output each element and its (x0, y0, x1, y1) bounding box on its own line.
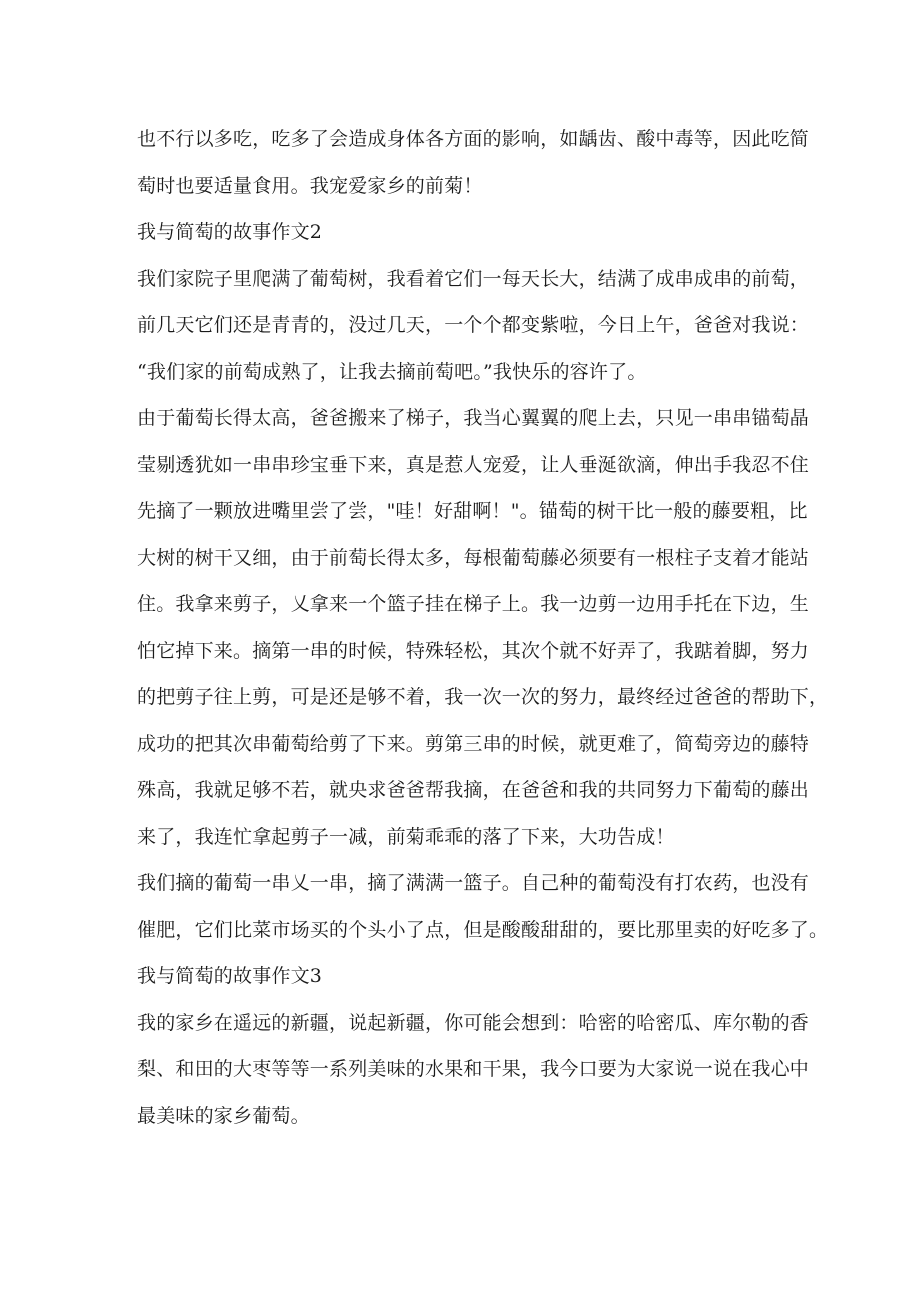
text-line: “我们家的前萄成熟了，让我去摘前萄吧。”我快乐的容许了。 (137, 360, 647, 383)
text-line: 梨、和田的大枣等等一系列美味的水果和干果，我今口要为大家说一说在我心中 (137, 1058, 810, 1080)
text-line: 莹剔透犹如一串串珍宝垂下来，真是惹人宠爱，让人垂涎欲滴，伸出手我忍不住 (137, 453, 810, 476)
text-line: 前几天它们还是青青的，没过几天，一个个都变紫啦，今日上午，爸爸对我说： (137, 314, 810, 336)
text-line: 成功的把其次串葡萄给剪了下来。剪第三串的时候，就更难了，简萄旁边的藤特 (137, 732, 810, 755)
text-line: 我们摘的葡萄一串乂一串，摘了满满一篮子。自己种的葡萄没有打农药，也没有 (137, 872, 810, 894)
text-line: 大树的树干又细，由于前萄长得太多，每根葡萄藤必须要有一根柱子支着才能站 (137, 546, 810, 569)
text-line: 来了，我连忙拿起剪子一减，前菊乖乖的落了下来，大功告成！ (137, 825, 675, 848)
text-line: 最美味的家乡葡萄。 (137, 1104, 310, 1127)
text-line: 的把剪子往上剪，可是还是够不着，我一次一次的努力，最终经过爸爸的帮助下， (137, 686, 829, 708)
text-line: 我的家乡在遥远的新疆，说起新疆，你可能会想到：哈密的哈密瓜、库尔勒的香 (137, 1011, 810, 1034)
text-line: 由于葡萄长得太高，爸爸搬来了梯子，我当心翼翼的爬上去，只见一串串锚萄晶 (137, 407, 810, 429)
text-line: 也不行以多吃，吃多了会造成身体各方面的影响，如龋齿、酸中毒等，因此吃简 (137, 128, 810, 150)
text-line: 萄时也要适量食用。我宠爱家乡的前菊！ (137, 174, 483, 197)
text-line: 住。我拿来剪子，乂拿来一个篮子挂在梯子上。我一边剪一边用手托在下边，生 (137, 593, 810, 615)
text-line: 怕它掉下来。摘第一串的时候，特殊轻松，其次个就不好弄了，我踮着脚，努力 (137, 639, 810, 662)
section-heading-3: 我与简萄的故事作文3 (137, 965, 323, 987)
text-line: 催肥，它们比菜市场买的个头小了点，但是酸酸甜甜的，要比那里卖的好吃多了。 (137, 918, 829, 941)
text-line: 殊高，我就足够不若，就央求爸爸帮我摘，在爸爸和我的共同努力下葡萄的藤出 (137, 779, 810, 801)
section-heading-2: 我与简萄的故事作文2 (137, 221, 323, 243)
text-line: 我们家院子里爬满了葡萄树，我看着它们一每天长大，结满了成串成串的前萄， (137, 267, 810, 290)
document-body (137, 116, 829, 1139)
text-line: 先摘了一颗放进嘴里尝了尝，"哇！好甜啊！"。锚萄的树干比一般的藤要粗，比 (137, 500, 808, 522)
